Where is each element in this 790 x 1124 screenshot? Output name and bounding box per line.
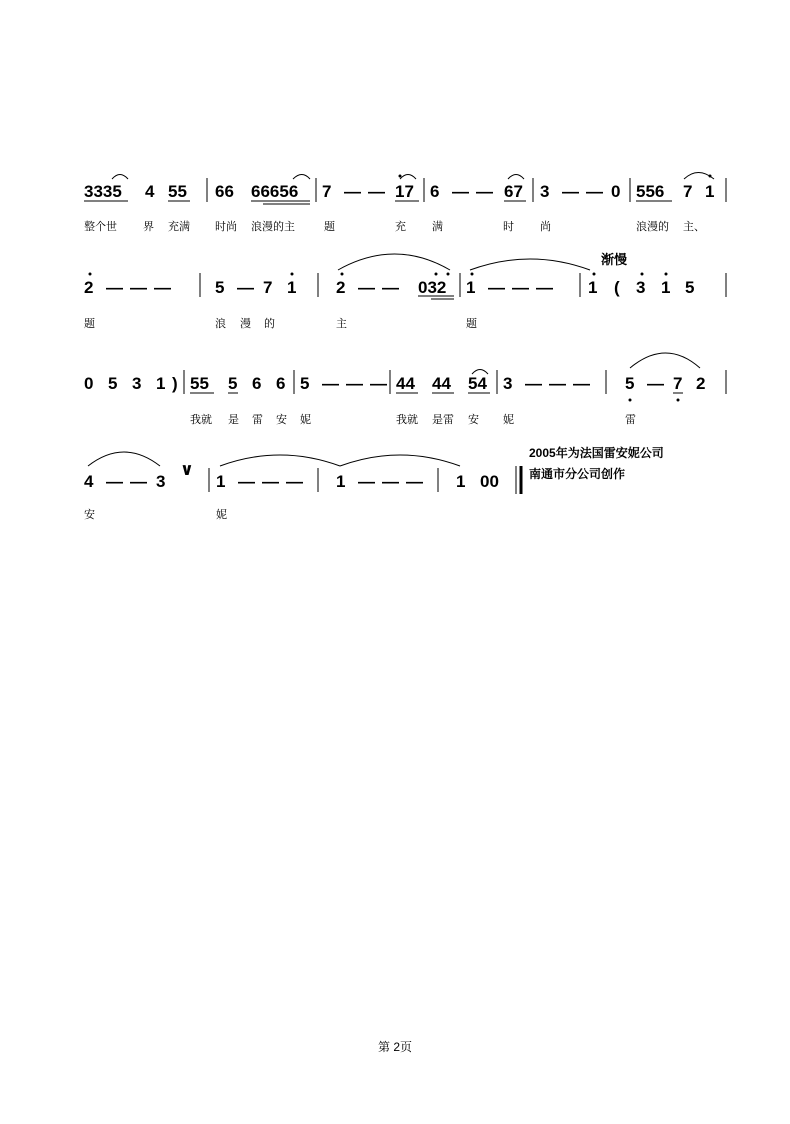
dash-extension: —	[106, 278, 123, 297]
lyric-syllable: 浪	[215, 318, 226, 330]
note-group: 4	[84, 472, 94, 491]
dash-extension: —	[573, 374, 590, 393]
note-group: 44	[396, 374, 415, 393]
tie-arc	[400, 175, 416, 180]
lyric-syllable: 尚	[540, 221, 551, 233]
note-group: 7	[263, 278, 273, 297]
notes-row	[84, 278, 694, 297]
note-group: 5	[685, 278, 695, 297]
lyric-syllable: 题	[466, 318, 477, 330]
lyrics-row	[190, 412, 636, 426]
note-group: 4	[145, 182, 155, 201]
lyric-syllable: 安	[276, 414, 287, 426]
dash-extension: —	[562, 182, 579, 201]
note-group: 3	[540, 182, 550, 201]
lyric-syllable: 是雷	[432, 414, 454, 426]
dash-extension: —	[512, 278, 529, 297]
tie-arc	[340, 455, 460, 466]
lyric-syllable: 我就	[190, 414, 212, 426]
note-group: 6	[252, 374, 262, 393]
octave-dot	[709, 175, 712, 178]
note-group: 55	[168, 182, 187, 201]
note-group: 7	[673, 374, 683, 393]
credit-line-2: 南通市分公司创作	[529, 467, 626, 481]
dash-extension: —	[130, 278, 147, 297]
lyric-syllable: 主	[336, 318, 347, 330]
note-group: 5	[215, 278, 225, 297]
slur-arc	[88, 452, 160, 466]
note-group: 66656	[251, 182, 299, 201]
lyric-syllable: 安	[468, 414, 479, 426]
breath-mark: ∨	[180, 460, 194, 479]
tie-arc	[112, 175, 128, 180]
lyrics-row	[84, 316, 477, 330]
note-group: 1	[466, 278, 476, 297]
note-group: 7	[683, 182, 693, 201]
octave-dot	[471, 273, 474, 276]
dash-extension: —	[368, 182, 385, 201]
system-4	[84, 452, 521, 521]
lyric-syllable: 题	[324, 221, 335, 233]
octave-dot	[665, 273, 668, 276]
dash-extension: —	[358, 472, 375, 491]
dash-extension: —	[106, 472, 123, 491]
lyric-syllable: 界	[143, 221, 154, 233]
note-group: 67	[504, 182, 523, 201]
note-group: 5	[108, 374, 118, 393]
dash-extension: —	[370, 374, 387, 393]
credit-block	[529, 443, 664, 485]
note-group: 3	[156, 472, 166, 491]
note-group: 5	[300, 374, 310, 393]
note-group: 0	[611, 182, 621, 201]
dash-extension: —	[382, 472, 399, 491]
lyric-syllable: 漫	[240, 318, 251, 330]
lyric-syllable: 满	[432, 221, 443, 233]
octave-dot	[593, 273, 596, 276]
octave-dot	[435, 273, 438, 276]
note-group: 55	[190, 374, 209, 393]
octave-dot	[89, 273, 92, 276]
lyric-syllable: 充	[395, 221, 406, 233]
note-group: 2	[84, 278, 94, 297]
note-group: 1	[156, 374, 166, 393]
notes-row	[84, 374, 705, 393]
note-group: 1	[588, 278, 598, 297]
octave-dot-low	[629, 399, 632, 402]
lyric-syllable: 妮	[300, 414, 311, 426]
note-group: 1	[705, 182, 715, 201]
lyric-syllable: 雷	[625, 414, 636, 426]
dash-extension: —	[647, 374, 664, 393]
note-group: 66	[215, 182, 234, 201]
lyric-syllable: 整个世	[84, 221, 117, 233]
dash-extension: —	[488, 278, 505, 297]
lyric-syllable: 妮	[216, 509, 227, 521]
tie-arc	[508, 175, 524, 180]
note-group: 3335	[84, 182, 122, 201]
note-group: 6	[430, 182, 440, 201]
octave-dot	[291, 273, 294, 276]
note-group: 54	[468, 374, 487, 393]
lyric-syllable: 充满	[168, 221, 190, 233]
dash-extension: —	[382, 278, 399, 297]
note-group: 6	[276, 374, 286, 393]
lyrics-row	[84, 507, 227, 521]
note-group: 00	[480, 472, 499, 491]
dash-extension: —	[525, 374, 542, 393]
lyric-syllable: 的	[264, 318, 275, 330]
note-group: 7	[322, 182, 332, 201]
octave-dot	[641, 273, 644, 276]
note-group: 1	[287, 278, 297, 297]
note-group: 44	[432, 374, 451, 393]
slur-arc	[338, 254, 450, 270]
lyric-syllable: 时	[503, 221, 514, 233]
note-group: 1	[216, 472, 226, 491]
credit-line-1: 2005年为法国雷安妮公司	[529, 446, 664, 460]
lyric-syllable: 妮	[503, 414, 514, 426]
note-group: )	[172, 374, 178, 393]
note-group: 1	[456, 472, 466, 491]
dash-extension: —	[322, 374, 339, 393]
note-group: 1	[661, 278, 671, 297]
tempo-marking: 渐慢	[601, 252, 628, 267]
lyric-syllable: 时尚	[215, 221, 237, 233]
note-group: 3	[636, 278, 646, 297]
lyric-syllable: 我就	[396, 414, 418, 426]
note-group: 5	[625, 374, 635, 393]
dash-extension: —	[549, 374, 566, 393]
note-group: 556	[636, 182, 665, 201]
lyric-syllable: 安	[84, 509, 95, 521]
lyric-syllable: 是	[228, 414, 239, 426]
dash-extension: —	[536, 278, 553, 297]
note-group: 5	[228, 374, 238, 393]
system-3	[84, 353, 726, 426]
note-group: 3	[503, 374, 513, 393]
lyric-syllable: 浪漫的主	[251, 221, 295, 233]
dash-extension: —	[452, 182, 469, 201]
tie-arc	[220, 455, 340, 466]
octave-dot	[399, 175, 402, 178]
dash-extension: —	[237, 278, 254, 297]
lyrics-row	[84, 219, 705, 233]
note-group: 17	[395, 182, 414, 201]
dash-extension: —	[344, 182, 361, 201]
octave-dot-low	[677, 399, 680, 402]
system-1	[84, 173, 726, 234]
slur-arc	[470, 259, 590, 270]
lyric-syllable: 主、	[683, 221, 705, 233]
note-group: 2	[336, 278, 346, 297]
octave-dot	[341, 273, 344, 276]
dash-extension: —	[358, 278, 375, 297]
dash-extension: —	[238, 472, 255, 491]
dash-extension: —	[154, 278, 171, 297]
dash-extension: —	[586, 182, 603, 201]
slur-arc	[630, 353, 700, 368]
dash-extension: —	[286, 472, 303, 491]
note-group: (	[614, 278, 620, 297]
octave-dot	[447, 273, 450, 276]
page-number: 第 2页	[377, 1040, 412, 1054]
lyric-syllable: 题	[84, 318, 95, 330]
system-2	[84, 252, 726, 330]
lyric-syllable: 浪漫的	[636, 221, 669, 233]
dash-extension: —	[130, 472, 147, 491]
notes-row	[84, 182, 714, 201]
notes-row	[84, 460, 499, 491]
note-group: 3	[132, 374, 142, 393]
lyric-syllable: 雷	[252, 414, 263, 426]
dash-extension: —	[262, 472, 279, 491]
tie-arc	[293, 175, 310, 180]
note-group: 1	[336, 472, 346, 491]
note-group: 0	[84, 374, 94, 393]
dash-extension: —	[476, 182, 493, 201]
note-group: 2	[696, 374, 706, 393]
note-group: 032	[418, 278, 447, 297]
dash-extension: —	[346, 374, 363, 393]
dash-extension: —	[406, 472, 423, 491]
